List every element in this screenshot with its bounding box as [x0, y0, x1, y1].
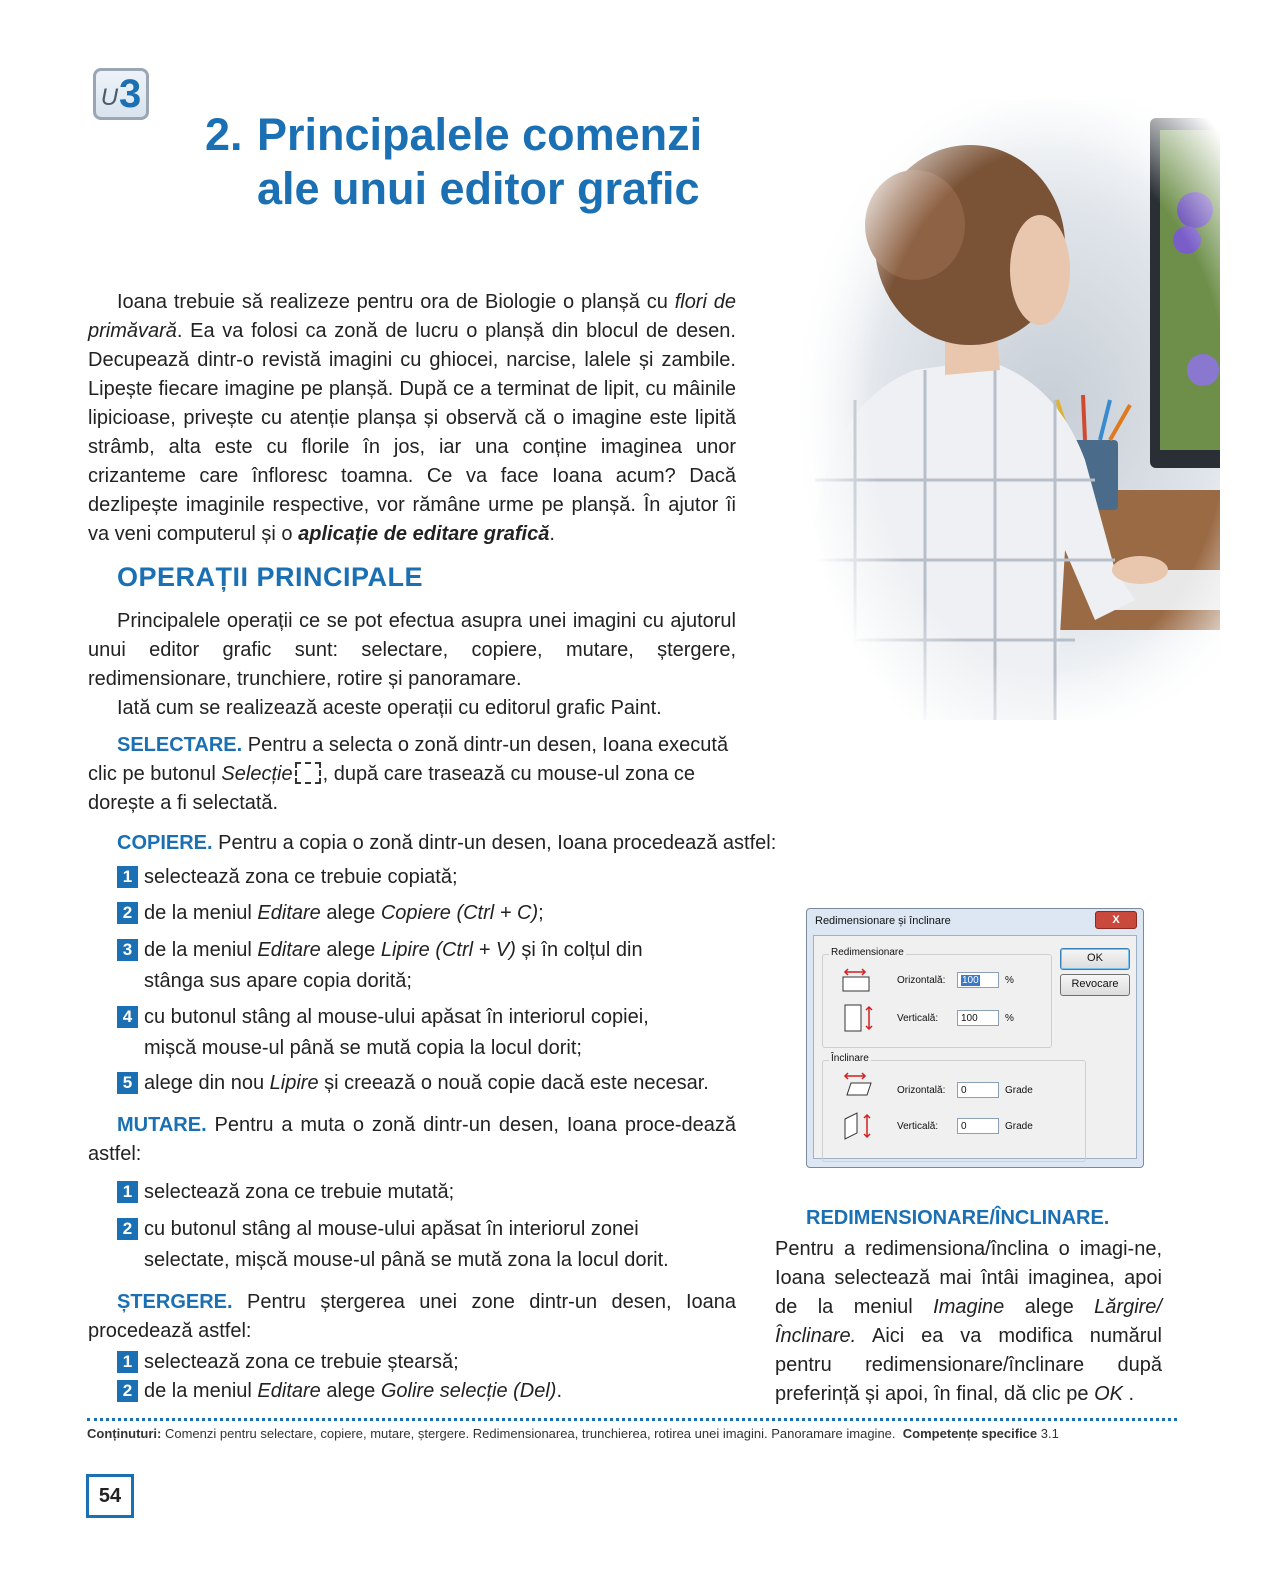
skew-horizontal-input[interactable] — [957, 1082, 999, 1098]
step-text: de la meniul — [144, 902, 258, 924]
intro-end: . — [549, 523, 555, 545]
mutare-step-1 — [117, 1177, 742, 1208]
skew-horizontal-value: 0 — [961, 1085, 967, 1096]
copiere-keyword: COPIERE. — [117, 832, 213, 854]
step-number-badge: 4 — [117, 1006, 138, 1028]
unit-prefix: U — [100, 84, 119, 111]
selectare-text-2: , după care trasează cu mouse-ul zona ce dorește a fi selectată. — [88, 763, 696, 814]
step-number-badge: 2 — [117, 1218, 138, 1240]
stergere-keyword: ȘTERGERE. — [117, 1291, 233, 1313]
unit-number: 3 — [119, 71, 142, 116]
selectare-keyword: SELECTARE. — [117, 734, 243, 756]
intro-italic: flori de primăvară — [88, 291, 736, 342]
redim-text-2: alege — [1004, 1296, 1095, 1318]
redim-heading: REDIMENSIONARE/ÎNCLINARE. — [806, 1207, 1110, 1229]
step-italic: Golire selecție (Del) — [380, 1380, 557, 1402]
step-number-badge: 1 — [117, 1351, 138, 1373]
copiere-paragraph — [88, 829, 828, 858]
percent-label: % — [1005, 975, 1014, 986]
resize-horizontal-value: 100 — [962, 975, 979, 986]
footer-value-1: Comenzi pentru selectare, copiere, mutare, ștergere. Redimensionarea, trunchierea, rotirea unei imagini. Panoramare imagine. — [161, 1426, 896, 1441]
footer-key-2: Competențe specifice — [902, 1426, 1038, 1441]
mutare-paragraph — [88, 1111, 736, 1169]
intro-bold: aplicație de editare grafică — [298, 523, 550, 545]
footer — [87, 1426, 1187, 1441]
step-text: și în colțul din — [515, 939, 643, 961]
skew-vertical-value: 0 — [961, 1121, 967, 1132]
step-italic: Editare — [257, 1380, 321, 1402]
percent-label: % — [1005, 1013, 1014, 1024]
redim-italic-2: Lărgire/Înclinare. — [775, 1296, 1162, 1347]
girl-at-computer-photo — [795, 100, 1220, 720]
step-text: alege — [320, 902, 381, 924]
step-number-badge: 3 — [117, 939, 138, 961]
step-italic: Editare — [257, 939, 321, 961]
selection-icon — [295, 762, 321, 784]
step-text-cont: stânga sus apare copia dorită; — [144, 970, 412, 992]
step-italic: Copiere (Ctrl + C) — [380, 902, 539, 924]
stergere-paragraph — [88, 1288, 736, 1346]
redim-text-1: Pentru a redimensiona/înclina o imagi-ne, Ioana selectează mai întâi imaginea, apoi de la meniul — [775, 1238, 1162, 1318]
skew-horizontal-icon — [837, 1071, 873, 1099]
skew-vertical-input[interactable] — [957, 1118, 999, 1134]
copiere-step-3 — [117, 935, 742, 997]
mutare-step-2 — [117, 1214, 742, 1276]
skew-horizontal-label: Orizontală: — [897, 1085, 946, 1096]
title-number: 2. — [205, 109, 243, 160]
step-text: de la meniul — [144, 939, 258, 961]
footer-divider — [87, 1418, 1177, 1421]
step-number-badge: 1 — [117, 866, 138, 888]
footer-value-2: 3.1 — [1037, 1426, 1059, 1441]
step-italic: Lipire (Ctrl + V) — [380, 939, 516, 961]
copiere-step-1 — [117, 862, 742, 893]
step-text: cu butonul stâng al mouse-ului apăsat în interiorul zonei — [144, 1218, 639, 1240]
dialog-title: Redimensionare și înclinare — [815, 915, 951, 927]
copiere-step-4 — [117, 1002, 742, 1064]
stergere-text: Pentru ștergerea unei zone dintr-un desen, Ioana procedează astfel: — [88, 1291, 736, 1342]
degrees-label: Grade — [1005, 1085, 1033, 1096]
redim-italic-1: Imagine — [933, 1296, 1005, 1318]
mutare-keyword: MUTARE. — [117, 1114, 207, 1136]
step-text-cont: mișcă mouse-ul până se mută copia la locul dorit; — [144, 1037, 582, 1059]
skew-group-label: Înclinare — [831, 1053, 869, 1064]
step-number-badge: 2 — [117, 902, 138, 924]
skew-group — [822, 1053, 1086, 1162]
stergere-step-1 — [117, 1347, 742, 1378]
page-title — [205, 108, 805, 216]
resize-horizontal-label: Orizontală: — [897, 975, 946, 986]
resize-skew-dialog — [806, 908, 1144, 1168]
step-text: cu butonul stâng al mouse-ului apăsat în interiorul copiei, — [144, 1006, 649, 1028]
ops-intro-p1: Principalele operații ce se pot efectua asupra unei imagini cu ajutorul unui editor grafic sunt: selectare, copiere, mutare, ștergere, redimensionare, trunchiere, rotire și panoramare. — [88, 610, 736, 690]
copiere-step-2 — [117, 898, 742, 929]
skew-vertical-icon — [841, 1109, 877, 1143]
resize-vertical-label: Verticală: — [897, 1013, 939, 1024]
step-text: ; — [538, 902, 544, 924]
step-italic: Lipire — [269, 1072, 319, 1094]
copiere-step-5 — [117, 1068, 742, 1099]
resize-vertical-input[interactable] — [957, 1010, 999, 1026]
mutare-text: Pentru a muta o zonă dintr-un desen, Ioana proce-dează astfel: — [88, 1114, 736, 1165]
ops-intro — [88, 607, 736, 723]
redim-italic-3: OK — [1094, 1383, 1123, 1405]
dialog-body — [813, 935, 1137, 1159]
step-text: selectează zona ce trebuie copiată; — [144, 866, 458, 888]
step-text: selectează zona ce trebuie mutată; — [144, 1181, 455, 1203]
degrees-label: Grade — [1005, 1121, 1033, 1132]
selectare-italic: Selecție — [221, 763, 293, 785]
step-number-badge: 2 — [117, 1380, 138, 1402]
step-text: alege — [320, 939, 381, 961]
step-text: și creează o nouă copie dacă este necesar. — [318, 1072, 709, 1094]
footer-key-1: Conținuturi: — [87, 1426, 162, 1441]
cancel-button[interactable]: Revocare — [1060, 974, 1130, 996]
resize-horizontal-icon — [837, 967, 873, 993]
resize-group — [822, 947, 1052, 1048]
close-button[interactable]: X — [1095, 911, 1137, 929]
redim-text-4: . — [1122, 1383, 1135, 1405]
redim-text-3: Aici ea va modifica numărul pentru redimensionare/înclinare după preferință și apoi, în final, dă clic pe — [775, 1325, 1162, 1405]
resize-vertical-value: 100 — [961, 1013, 978, 1024]
intro-paragraph — [88, 288, 736, 549]
unit-badge — [93, 68, 149, 120]
step-text: alege — [320, 1380, 381, 1402]
step-text: alege din nou — [144, 1072, 270, 1094]
skew-vertical-label: Verticală: — [897, 1121, 939, 1132]
selectare-paragraph — [88, 731, 736, 818]
step-number-badge: 5 — [117, 1072, 138, 1094]
step-text-cont: selectate, mișcă mouse-ul până se mută zona la locul dorit. — [144, 1249, 669, 1271]
ops-intro-p2: Iată cum se realizează aceste operații cu editorul grafic Paint. — [117, 697, 662, 719]
title-line2: ale unui editor grafic — [257, 163, 700, 214]
step-text: . — [556, 1380, 563, 1402]
intro-text-1: Ioana trebuie să realizeze pentru ora de Biologie o planșă cu — [117, 291, 675, 313]
step-text: de la meniul — [144, 1380, 258, 1402]
step-italic: Editare — [257, 902, 321, 924]
step-number-badge: 1 — [117, 1181, 138, 1203]
resize-group-label: Redimensionare — [831, 947, 904, 958]
page-number: 54 — [86, 1474, 134, 1518]
selectare-text-1: Pentru a selecta o zonă dintr-un desen, Ioana execută clic pe butonul — [88, 734, 729, 785]
redim-paragraph — [775, 1235, 1162, 1409]
resize-horizontal-input[interactable] — [957, 972, 999, 988]
ok-button[interactable]: OK — [1060, 948, 1130, 970]
intro-text-2: . Ea va folosi ca zonă de lucru o planșă din blocul de desen. Decupează dintr-o revistă imagini cu ghiocei, narcise, lalele și zambile. Lipește fiecare imagine pe planșă. După ce a terminat de lipit, cu mâinile lipicioase, privește cu atenție planșa și observă că o imagine este lipită strâmb, alta este cu florile în jos, iar una conține imaginea unor crizanteme care înfloresc toamna. Ce va face Ioana acum? Dacă dezlipește imaginile respective, vor rămâne urme pe planșă. În ajutor îi va veni computerul și o — [88, 320, 736, 545]
copiere-text: Pentru a copia o zonă dintr-un desen, Ioana procedează astfel: — [212, 832, 777, 854]
resize-vertical-icon — [841, 1001, 877, 1035]
section-heading: OPERAȚII PRINCIPALE — [117, 562, 424, 592]
title-line1: Principalele comenzi — [257, 109, 703, 160]
stergere-step-2 — [117, 1376, 742, 1407]
step-text: selectează zona ce trebuie ștearsă; — [144, 1351, 459, 1373]
